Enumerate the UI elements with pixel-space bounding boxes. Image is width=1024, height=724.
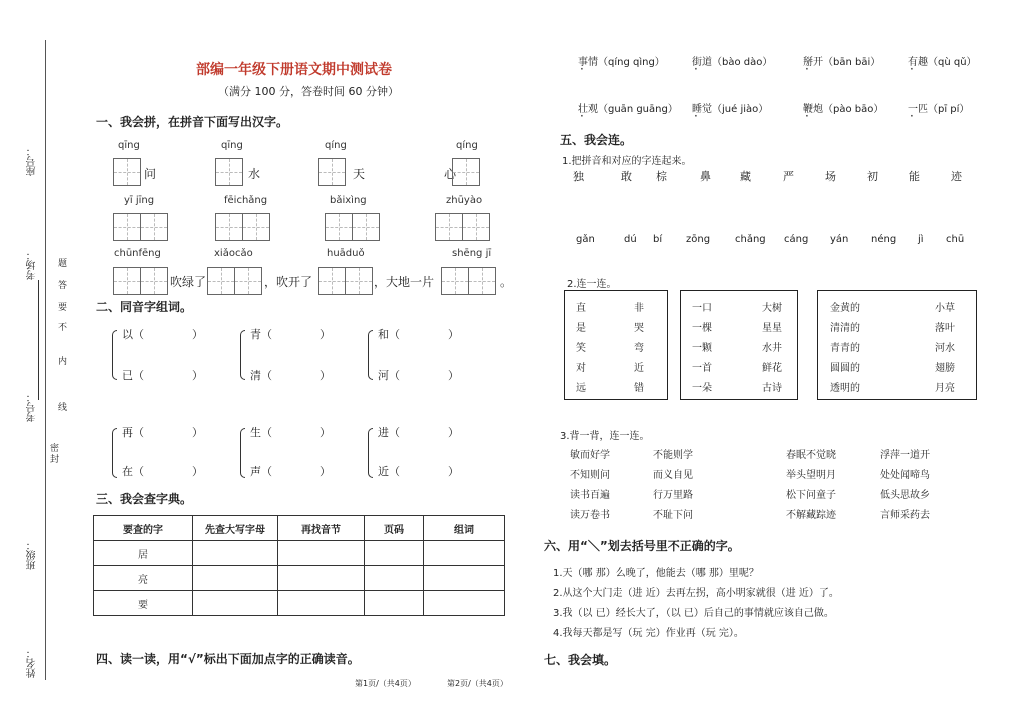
match-pinyin: cáng	[784, 234, 809, 245]
homophone-item: 进（ ）	[378, 426, 459, 439]
homophone-item: 再（ ）	[122, 426, 203, 439]
match-word: 近	[634, 363, 644, 374]
brace	[112, 330, 117, 380]
label-xingming: 姓名：	[27, 648, 38, 678]
poem-line: 不耻下问	[653, 510, 693, 521]
sentence-part-3: ，大地一片	[374, 275, 435, 289]
pinyin-q4: qíng	[456, 140, 478, 151]
pinyin-yijing: yī jīng	[124, 195, 155, 206]
answer-cell[interactable]	[193, 591, 278, 616]
write-cell[interactable]	[242, 213, 270, 241]
homophone-item: 青（ ）	[250, 328, 331, 341]
label-zuohao: 座号：	[27, 146, 38, 176]
seal-da: 答	[58, 281, 68, 291]
match-word: 小草	[935, 303, 955, 314]
match-word: 直	[576, 303, 586, 314]
brace	[368, 428, 373, 478]
match-pinyin: chǎng	[735, 234, 766, 245]
write-cell[interactable]	[215, 158, 243, 186]
char-shui: 水	[248, 167, 261, 181]
match-char: 棕	[656, 170, 667, 183]
seal-xian: 线	[58, 403, 68, 413]
section-2-title: 二、同音字组词。	[96, 300, 193, 314]
write-cell[interactable]	[140, 267, 168, 295]
match-word: 弯	[634, 343, 644, 354]
label-banji: 班级：	[27, 540, 38, 570]
section-5-title: 五、我会连。	[560, 133, 633, 147]
match-word: 对	[576, 363, 586, 374]
match-word: 圆圆的	[830, 363, 860, 374]
table-header: 要查的字	[94, 516, 193, 541]
write-cell[interactable]	[113, 158, 141, 186]
match-word: 清清的	[830, 323, 860, 334]
poem-line: 不解藏踪迹	[786, 510, 836, 521]
pinyin-feichang: fēichǎng	[224, 195, 268, 206]
write-cell[interactable]	[140, 213, 168, 241]
brace	[240, 428, 245, 478]
table-header: 再找音节	[278, 516, 365, 541]
match-word: 鲜花	[762, 363, 782, 374]
poem-line: 春眠不觉晓	[786, 450, 836, 461]
match-char: 独	[573, 170, 584, 183]
pinyin-q1: qīng	[118, 140, 140, 151]
homophone-item: 和（ ）	[378, 328, 459, 341]
match-char: 藏	[740, 170, 751, 183]
section-1-title: 一、我会拼，在拼音下面写出汉字。	[96, 115, 289, 129]
homophone-item: 声（ ）	[250, 465, 331, 478]
reading-item: 鞭炮（pào bāo）	[803, 104, 884, 115]
section-3-title: 三、我会查字典。	[96, 492, 193, 506]
reading-item: 一匹（pī pí）	[908, 104, 970, 115]
poem-line: 不能则学	[653, 450, 693, 461]
section-4-title: 四、读一读，用“√”标出下面加点字的正确读音。	[96, 652, 360, 666]
match-pinyin: chū	[946, 234, 965, 245]
homophone-item: 近（ ）	[378, 465, 459, 478]
match-pinyin: néng	[871, 234, 897, 245]
answer-cell[interactable]	[193, 541, 278, 566]
answer-cell[interactable]	[278, 541, 365, 566]
connect1-label: 1.把拼音和对应的字连起来。	[562, 156, 692, 167]
write-cell[interactable]	[318, 267, 346, 295]
match-word: 大树	[762, 303, 782, 314]
answer-cell[interactable]	[424, 591, 505, 616]
sentence-1: 1.天（哪 那）么晚了，他能去（哪 那）里呢？	[553, 568, 759, 579]
match-word: 一首	[692, 363, 712, 374]
brace	[368, 330, 373, 380]
seal-yao: 要	[58, 303, 68, 313]
match-pinyin: jì	[918, 234, 924, 245]
connect2-label: 2.连一连。	[567, 279, 617, 290]
sentence-part-2: ，吹开了	[264, 275, 313, 289]
homophone-item: 在（ ）	[122, 465, 203, 478]
pinyin-huaduo: huāduǒ	[327, 248, 365, 259]
homophone-item: 以（ ）	[122, 328, 203, 341]
match-pinyin: gǎn	[576, 234, 595, 245]
table-cell: 要	[94, 591, 193, 616]
table-header: 组词	[424, 516, 505, 541]
reading-item: 事情（qíng qìng）	[578, 57, 665, 68]
match-word: 远	[576, 383, 586, 394]
match-word: 水井	[762, 343, 782, 354]
answer-cell[interactable]	[193, 566, 278, 591]
match-char: 场	[825, 170, 836, 183]
char-tian: 天	[353, 167, 366, 181]
reading-item: 掰开（bān bāi）	[803, 57, 881, 68]
match-char: 敢	[621, 170, 632, 183]
dictionary-table	[93, 515, 505, 616]
match-char: 鼻	[700, 170, 711, 183]
footer-page-right: 第2页/（共4页）	[447, 679, 508, 688]
match-word: 错	[634, 383, 644, 394]
poem-line: 行万里路	[653, 490, 693, 501]
seal-feng: 封	[50, 455, 60, 465]
sentence-part-4: 。	[500, 275, 513, 289]
match-pinyin: bí	[653, 234, 663, 245]
answer-cell[interactable]	[278, 591, 365, 616]
poem-line: 读万卷书	[570, 510, 610, 521]
connect3-label: 3.背一背，连一连。	[560, 431, 650, 442]
match-word: 落叶	[935, 323, 955, 334]
poem-line: 读书百遍	[570, 490, 610, 501]
footer-page-left: 第1页/（共4页）	[355, 679, 416, 688]
reading-item: 有趣（qù qǔ）	[908, 57, 977, 68]
homophone-item: 清（ ）	[250, 369, 331, 382]
reading-item: 睡觉（jué jiào）	[692, 104, 769, 115]
write-cell[interactable]	[113, 213, 141, 241]
homophone-item: 河（ ）	[378, 369, 459, 382]
poem-line: 浮萍一道开	[880, 450, 930, 461]
label-kaochang: 考场：	[27, 250, 38, 280]
write-cell[interactable]	[352, 213, 380, 241]
match-word: 河水	[935, 343, 955, 354]
match-word: 非	[634, 303, 644, 314]
match-char: 能	[909, 170, 920, 183]
write-cell[interactable]	[318, 158, 346, 186]
page-title: 部编一年级下册语文期中测试卷	[196, 62, 392, 78]
match-word: 一颗	[692, 343, 712, 354]
answer-cell[interactable]	[365, 591, 424, 616]
answer-cell[interactable]	[424, 541, 505, 566]
pinyin-zhuyao: zhūyào	[446, 195, 483, 206]
match-char: 迹	[951, 170, 962, 183]
table-header: 先查大写字母	[193, 516, 278, 541]
seal-bu: 不	[58, 323, 68, 333]
seal-nei: 内	[58, 357, 68, 367]
pinyin-q2: qīng	[221, 140, 243, 151]
char-xin: 心	[444, 167, 457, 181]
brace	[240, 330, 245, 380]
write-cell[interactable]	[441, 267, 469, 295]
char-wen: 问	[144, 167, 157, 181]
pinyin-chunfeng: chūnfēng	[114, 248, 161, 259]
match-word: 一棵	[692, 323, 712, 334]
write-cell[interactable]	[345, 267, 373, 295]
write-cell[interactable]	[452, 158, 480, 186]
section-6-title: 六、用“＼”划去括号里不正确的字。	[544, 539, 740, 553]
write-cell[interactable]	[215, 213, 243, 241]
match-pinyin: yán	[830, 234, 849, 245]
table-cell: 居	[94, 541, 193, 566]
table-cell: 亮	[94, 566, 193, 591]
brace	[112, 428, 117, 478]
pinyin-baixing: bǎixìng	[330, 195, 367, 206]
poem-line: 不知则问	[570, 470, 610, 481]
match-word: 一朵	[692, 383, 712, 394]
match-char: 严	[783, 170, 794, 183]
match-word: 金黄的	[830, 303, 860, 314]
poem-line: 举头望明月	[786, 470, 836, 481]
match-pinyin: dú	[624, 234, 637, 245]
match-word: 透明的	[830, 383, 860, 394]
write-cell[interactable]	[462, 213, 490, 241]
write-cell[interactable]	[113, 267, 141, 295]
sentence-4: 4.我每天都是写（玩 完）作业再（玩 完）。	[553, 628, 744, 639]
match-word: 是	[576, 323, 586, 334]
pinyin-shengji: shēng jī	[452, 248, 492, 259]
write-cell[interactable]	[435, 213, 463, 241]
reading-item: 壮观（guān guāng）	[578, 104, 678, 115]
match-word: 一口	[692, 303, 712, 314]
name-field-line	[38, 280, 39, 400]
poem-line: 而义自见	[653, 470, 693, 481]
write-cell[interactable]	[234, 267, 262, 295]
match-pinyin: zōng	[686, 234, 711, 245]
match-word: 笑	[576, 343, 586, 354]
answer-cell[interactable]	[278, 566, 365, 591]
seal-mi: 密	[50, 444, 60, 454]
answer-cell[interactable]	[424, 566, 505, 591]
page-subtitle: （满分 100 分，答卷时间 60 分钟）	[218, 85, 399, 98]
poem-line: 敏而好学	[570, 450, 610, 461]
poem-line: 低头思故乡	[880, 490, 930, 501]
match-char: 初	[867, 170, 878, 183]
write-cell[interactable]	[325, 213, 353, 241]
homophone-item: 已（ ）	[122, 369, 203, 382]
pinyin-q3: qíng	[325, 140, 347, 151]
write-cell[interactable]	[468, 267, 496, 295]
sentence-3: 3.我（以 已）经长大了，（以 已）后自己的事情就应该自己做。	[553, 608, 834, 619]
poem-line: 处处闻啼鸟	[880, 470, 930, 481]
match-word: 星星	[762, 323, 782, 334]
answer-cell[interactable]	[365, 566, 424, 591]
sentence-2: 2.从这个大门走（进 近）去再左拐，高小明家就很（进 近）了。	[553, 588, 839, 599]
seal-ti: 题	[58, 259, 68, 269]
match-word: 哭	[634, 323, 644, 334]
match-word: 青青的	[830, 343, 860, 354]
pinyin-xiaocao: xiǎocǎo	[214, 248, 253, 259]
homophone-item: 生（ ）	[250, 426, 331, 439]
write-cell[interactable]	[207, 267, 235, 295]
match-word: 月亮	[935, 383, 955, 394]
reading-item: 街道（bào dào）	[692, 57, 773, 68]
section-7-title: 七、我会填。	[544, 653, 617, 667]
label-kaohao: 考号：	[27, 392, 38, 422]
poem-line: 松下问童子	[786, 490, 836, 501]
table-header: 页码	[365, 516, 424, 541]
match-word: 翅膀	[935, 363, 955, 374]
binding-line	[45, 40, 46, 680]
answer-cell[interactable]	[365, 541, 424, 566]
poem-line: 言师采药去	[880, 510, 930, 521]
sentence-part-1: 吹绿了	[170, 275, 207, 289]
match-word: 古诗	[762, 383, 782, 394]
